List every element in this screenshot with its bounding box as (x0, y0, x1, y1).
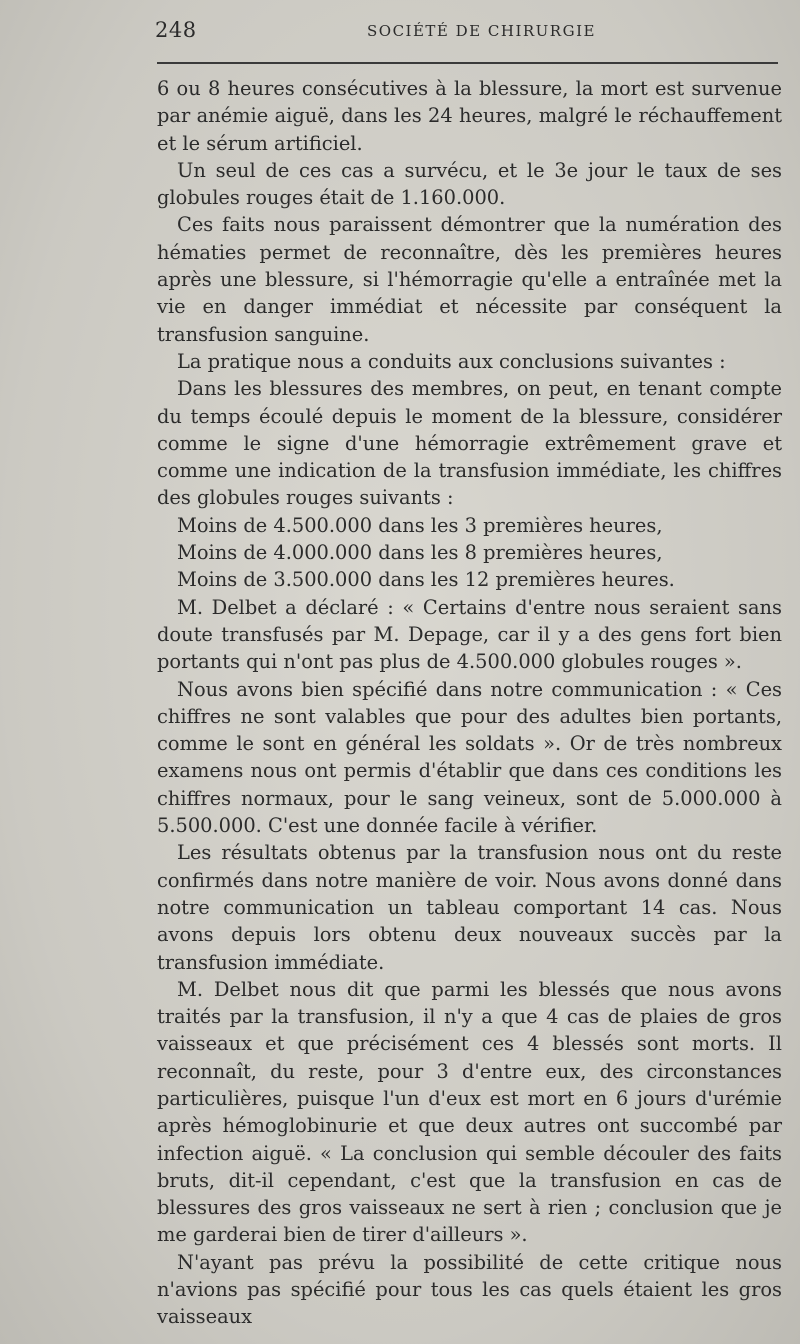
paragraph-numeration: Ces faits nous paraissent démontrer que la numération des hématies permet de reconnaître, dès les premières heures après une blessure, si l'hémorragie qu'elle a entraînée met la vie en danger immédiat et nécessite par conséquent la transfusion sanguine. (157, 213, 782, 346)
page-header (155, 18, 780, 42)
list-item: Moins de 4.000.000 dans les 8 premières heures, (177, 541, 663, 565)
paragraph-limb-wounds: Dans les blessures des membres, on peut, en tenant compte du temps écoulé depuis le moment de la blessure, considérer comme le signe d'une hémorragie extrêmement grave et comme une indication de la transfusion immédiate, les chiffres des globules rouges suivants : (157, 377, 782, 510)
body-text (157, 75, 782, 1331)
header-rule (157, 62, 778, 64)
running-title: SOCIÉTÉ DE CHIRURGIE (367, 22, 596, 40)
list-item: Moins de 3.500.000 dans les 12 premières heures. (177, 568, 675, 592)
paragraph-delbet-criticism: M. Delbet nous dit que parmi les blessés que nous avons traités par la transfusion, il n'y a que 4 cas de plaies de gros vaisseaux et que précisément ces 4 blessés sont morts. Il reconnaît, du reste, pour 3 d'entre eux, des circonstances particulières, puisque l'un d'eux est mort en 6 jours d'urémie après hémoglobinurie et que deux autres ont succombé par infection aiguë. « La conclusion qui semble découler des faits bruts, dit-il cependant, c'est que la transfusion en cas de blessures des gros vaisseaux ne sert à rien ; conclusion que je me garderai bien de tirer d'ailleurs ». (157, 977, 782, 1247)
paragraph-results: Les résultats obtenus par la transfusion nous ont du reste confirmés dans notre manière de voir. Nous avons donné dans notre communication un tableau comportant 14 cas. Nous avons depuis lors obtenu deux nouveaux succès par la transfusion immédiate. (157, 841, 782, 974)
paragraph-delbet-quote: M. Delbet a déclaré : « Certains d'entre nous seraient sans doute transfusés par M. Depage, car il y a des gens fort bien portants qui n'ont pas plus de 4.500.000 globules rouges ». (157, 595, 782, 674)
paragraph-continuation: 6 ou 8 heures consécutives à la blessure, la mort est survenue par anémie aiguë, dans les 24 heures, malgré le réchauffement et le sérum artificiel. (157, 77, 782, 155)
page-number: 248 (155, 18, 197, 42)
paragraph-closing: N'ayant pas prévu la possibilité de cette critique nous n'avions pas spécifié pour tous les cas quels étaient les gros vaisseaux (157, 1250, 782, 1329)
paragraph-specification: Nous avons bien spécifié dans notre communication : « Ces chiffres ne sont valables que pour des adultes bien portants, comme le sont en général les soldats ». Or de très nombreux examens nous ont permis d'établir que dans ces conditions les chiffres normaux, pour le sang veineux, sont de 5.000.000 à 5.500.000. C'est une donnée facile à vérifier. (157, 677, 782, 838)
paragraph-conclusions-intro: La pratique nous a conduits aux conclusions suivantes : (177, 349, 726, 373)
paragraph-survivor: Un seul de ces cas a survécu, et le 3e jour le taux de ses globules rouges était de 1.160.000. (157, 158, 782, 210)
list-item: Moins de 4.500.000 dans les 3 premières heures, (177, 513, 663, 537)
